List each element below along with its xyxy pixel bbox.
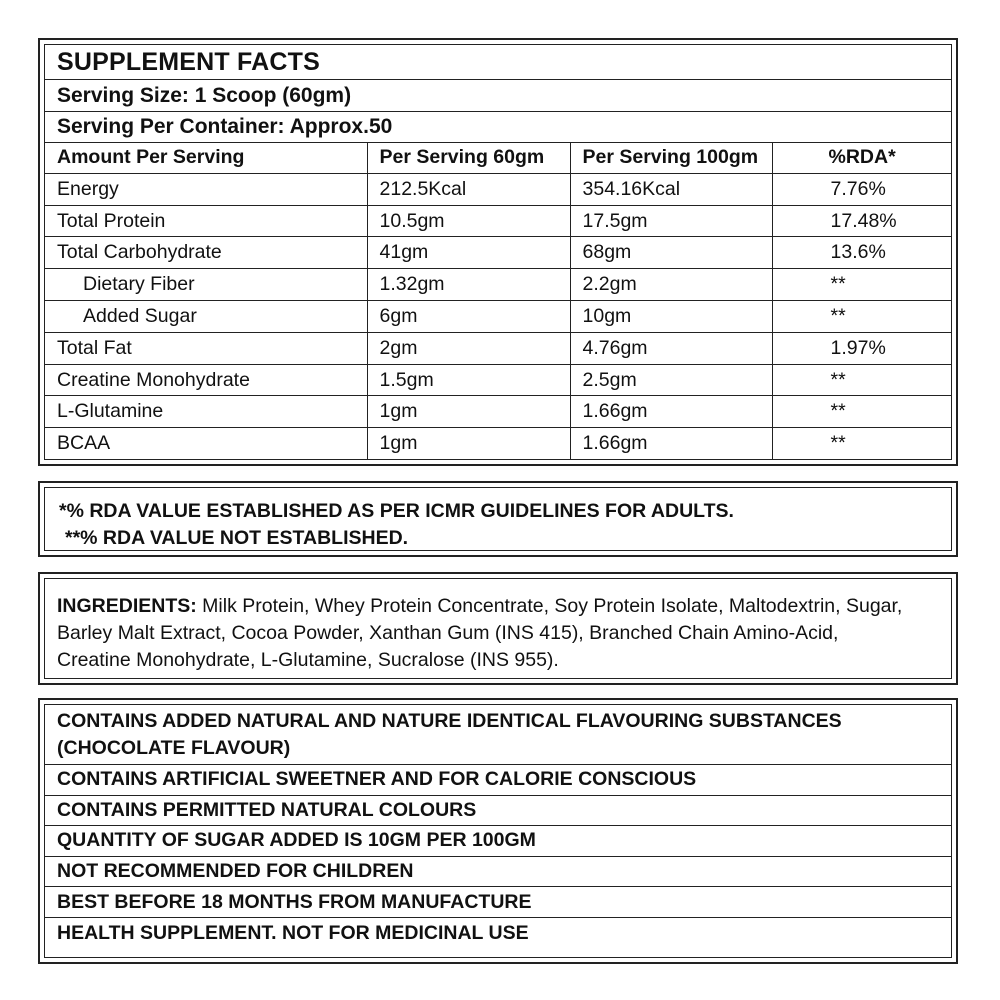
statements-panel	[38, 698, 958, 964]
table-row	[45, 205, 951, 237]
ingredients-panel	[38, 572, 958, 685]
value-100gm: 2.2gm	[570, 269, 772, 301]
value-100gm: 17.5gm	[570, 205, 772, 237]
value-100gm: 68gm	[570, 237, 772, 269]
rda-note-established: *% RDA VALUE ESTABLISHED AS PER ICMR GUIDELINES FOR ADULTS.	[59, 500, 734, 522]
statement-health-supplement: HEALTH SUPPLEMENT. NOT FOR MEDICINAL USE	[57, 921, 529, 944]
flavouring-line-2: (CHOCOLATE FLAVOUR)	[57, 736, 291, 759]
header-amount: Amount Per Serving	[45, 143, 367, 174]
value-rda: **	[830, 432, 846, 455]
statement-colours: CONTAINS PERMITTED NATURAL COLOURS	[45, 796, 951, 827]
rda-note-not-established: **% RDA VALUE NOT ESTABLISHED.	[65, 527, 409, 549]
nutrient-name: Added Sugar	[45, 301, 367, 333]
facts-title: SUPPLEMENT FACTS	[45, 45, 951, 80]
value-60gm: 1gm	[367, 428, 570, 459]
nutrient-name: L-Glutamine	[45, 396, 367, 428]
value-60gm: 1.32gm	[367, 269, 570, 301]
rda-notes-panel	[38, 481, 958, 557]
nutrient-name: Total Carbohydrate	[45, 237, 367, 269]
value-60gm: 212.5Kcal	[367, 173, 570, 205]
statement-flavouring	[45, 705, 951, 765]
value-rda: **	[772, 269, 951, 301]
ingredients-line-2: Barley Malt Extract, Cocoa Powder, Xanthan Gum (INS 415), Branched Chain Amino-Acid,	[57, 622, 839, 644]
table-row	[45, 173, 951, 205]
nutrition-table	[45, 143, 951, 459]
statement-best-before: BEST BEFORE 18 MONTHS FROM MANUFACTURE	[45, 887, 951, 918]
value-rda: **	[772, 396, 951, 428]
value-100gm: 1.66gm	[570, 428, 772, 459]
servings-per-container: Serving Per Container: Approx.50	[45, 112, 951, 143]
value-100gm: 1.66gm	[570, 396, 772, 428]
header-rda: %RDA*	[772, 143, 951, 174]
nutrient-name: Creatine Monohydrate	[45, 364, 367, 396]
value-60gm: 2gm	[367, 332, 570, 364]
serving-size: Serving Size: 1 Scoop (60gm)	[45, 80, 951, 112]
value-100gm: 354.16Kcal	[570, 173, 772, 205]
value-60gm: 10.5gm	[367, 205, 570, 237]
value-rda: 1.97%	[772, 332, 951, 364]
statement-sugar-quantity: QUANTITY OF SUGAR ADDED IS 10GM PER 100GM	[45, 826, 951, 857]
value-rda: **	[772, 301, 951, 333]
header-per-60gm: Per Serving 60gm	[367, 143, 570, 174]
statement-sweetener: CONTAINS ARTIFICIAL SWEETNER AND FOR CALORIE CONSCIOUS	[45, 765, 951, 796]
value-rda: 7.76%	[772, 173, 951, 205]
flavouring-line-1: CONTAINS ADDED NATURAL AND NATURE IDENTICAL FLAVOURING SUBSTANCES	[57, 709, 842, 732]
value-60gm: 6gm	[367, 301, 570, 333]
value-60gm: 1gm	[367, 396, 570, 428]
table-row	[45, 364, 951, 396]
statement-children: NOT RECOMMENDED FOR CHILDREN	[45, 857, 951, 888]
table-header-row	[45, 143, 951, 174]
nutrient-name: Total Fat	[45, 332, 367, 364]
table-row	[45, 237, 951, 269]
value-rda: 13.6%	[772, 237, 951, 269]
value-60gm: 41gm	[367, 237, 570, 269]
table-row	[45, 332, 951, 364]
value-100gm: 10gm	[570, 301, 772, 333]
nutrient-name: BCAA	[45, 428, 367, 459]
value-60gm: 1.5gm	[367, 364, 570, 396]
ingredients-line-1	[57, 593, 947, 620]
header-per-100gm: Per Serving 100gm	[570, 143, 772, 174]
nutrient-name: Dietary Fiber	[45, 269, 367, 301]
value-rda: 17.48%	[772, 205, 951, 237]
table-row	[45, 428, 951, 459]
nutrient-name: Total Protein	[45, 205, 367, 237]
table-row	[45, 396, 951, 428]
nutrient-name: Energy	[45, 173, 367, 205]
ingredients-text-1: Milk Protein, Whey Protein Concentrate, Soy Protein Isolate, Maltodextrin, Sugar,	[196, 595, 903, 617]
value-rda: **	[772, 364, 951, 396]
supplement-facts-panel	[38, 38, 958, 466]
value-100gm: 2.5gm	[570, 364, 772, 396]
table-row	[45, 269, 951, 301]
ingredients-line-3: Creatine Monohydrate, L-Glutamine, Sucralose (INS 955).	[57, 649, 559, 671]
ingredients-label: INGREDIENTS:	[57, 595, 197, 617]
value-100gm: 4.76gm	[570, 332, 772, 364]
table-row	[45, 301, 951, 333]
